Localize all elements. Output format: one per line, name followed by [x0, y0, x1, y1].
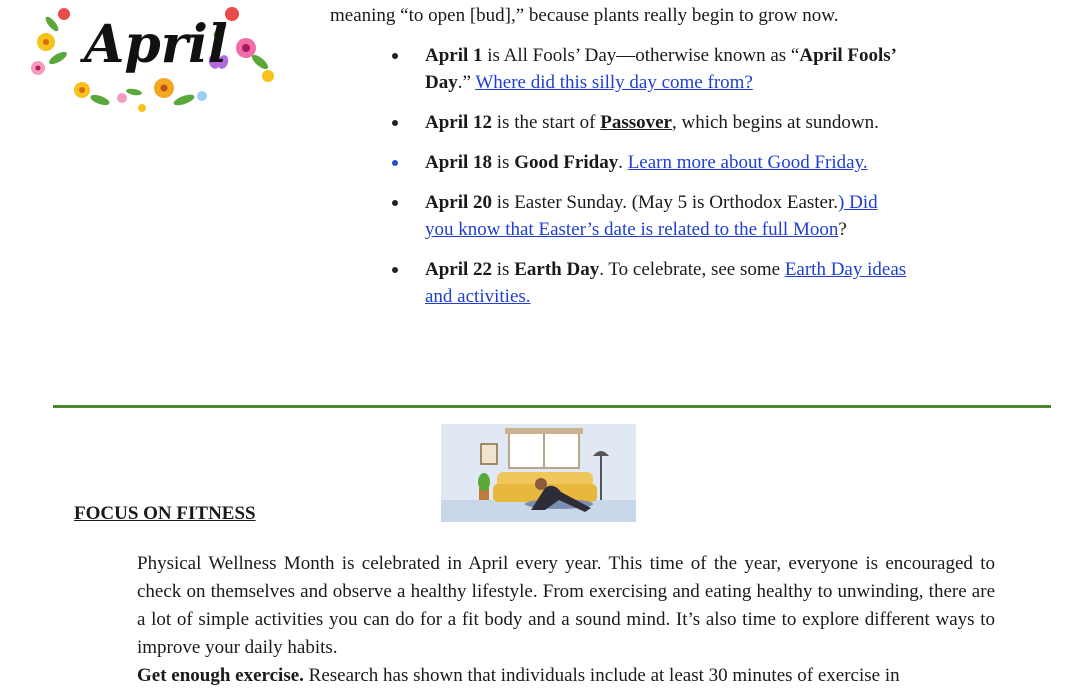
fitness-next-line: [137, 662, 995, 690]
event-text: ?: [838, 219, 847, 240]
logo-text: April: [84, 14, 228, 75]
fitness-heading: FOCUS ON FITNESS: [74, 503, 256, 524]
bullet-icon: [392, 53, 398, 59]
easter-moon-link[interactable]: ) Did you know that Easter’s date is related to the full Moon: [425, 192, 878, 240]
event-name: Earth Day: [514, 259, 600, 280]
exercise-lead: Get enough exercise.: [137, 665, 304, 686]
event-date: April 20: [425, 192, 493, 213]
april-fools-link[interactable]: Where did this silly day come from?: [475, 72, 753, 93]
event-name: April Fools’ Day: [425, 45, 896, 93]
april-floral-logo: [24, 0, 286, 116]
event-date: April 1: [425, 45, 483, 66]
fitness-paragraph: Physical Wellness Month is celebrated in April every year. This time of the year, everyone is encouraged to check on themselves and observe a healthy lifestyle. From exercising and eating healthy to unwinding, there are a lot of simple activities you can do for a fit body and a sound mind. It’s also time to explore different ways to improve your daily habits.: [137, 553, 995, 658]
event-text: is the start of: [492, 112, 601, 133]
earth-day-link[interactable]: Earth Day ideas and activities.: [425, 259, 907, 307]
list-item: [390, 109, 910, 136]
exercise-text: Research has shown that individuals include at least 30 minutes of exercise in: [303, 665, 900, 686]
events-list: [390, 42, 910, 323]
event-text: is Easter Sunday. (May 5 is Orthodox Easter.: [492, 192, 839, 213]
event-text: is: [492, 152, 515, 173]
event-name: Good Friday: [514, 152, 619, 173]
event-text: . To celebrate, see some: [599, 259, 785, 280]
event-text: is: [492, 259, 515, 280]
list-item: [390, 42, 910, 96]
list-item: [390, 256, 910, 310]
yoga-illustration: [441, 424, 636, 522]
event-date: April 18: [425, 152, 493, 173]
bullet-icon: [392, 160, 398, 166]
event-date: April 12: [425, 112, 493, 133]
bullet-icon: [392, 267, 398, 273]
section-divider: [53, 405, 1051, 408]
event-date: April 22: [425, 259, 493, 280]
list-item: [390, 189, 910, 243]
bullet-icon: [392, 200, 398, 206]
event-text: is All Fools’ Day—otherwise known as “: [482, 45, 800, 66]
event-text: .”: [457, 72, 476, 93]
good-friday-link[interactable]: Learn more about Good Friday.: [627, 152, 868, 173]
list-item: [390, 149, 910, 176]
intro-text: meaning “to open [bud],” because plants really begin to grow now.: [330, 5, 839, 26]
event-text: , which begins at sundown.: [671, 112, 879, 133]
event-text: .: [618, 152, 628, 173]
passover-label: Passover: [600, 112, 672, 133]
bullet-icon: [392, 120, 398, 126]
